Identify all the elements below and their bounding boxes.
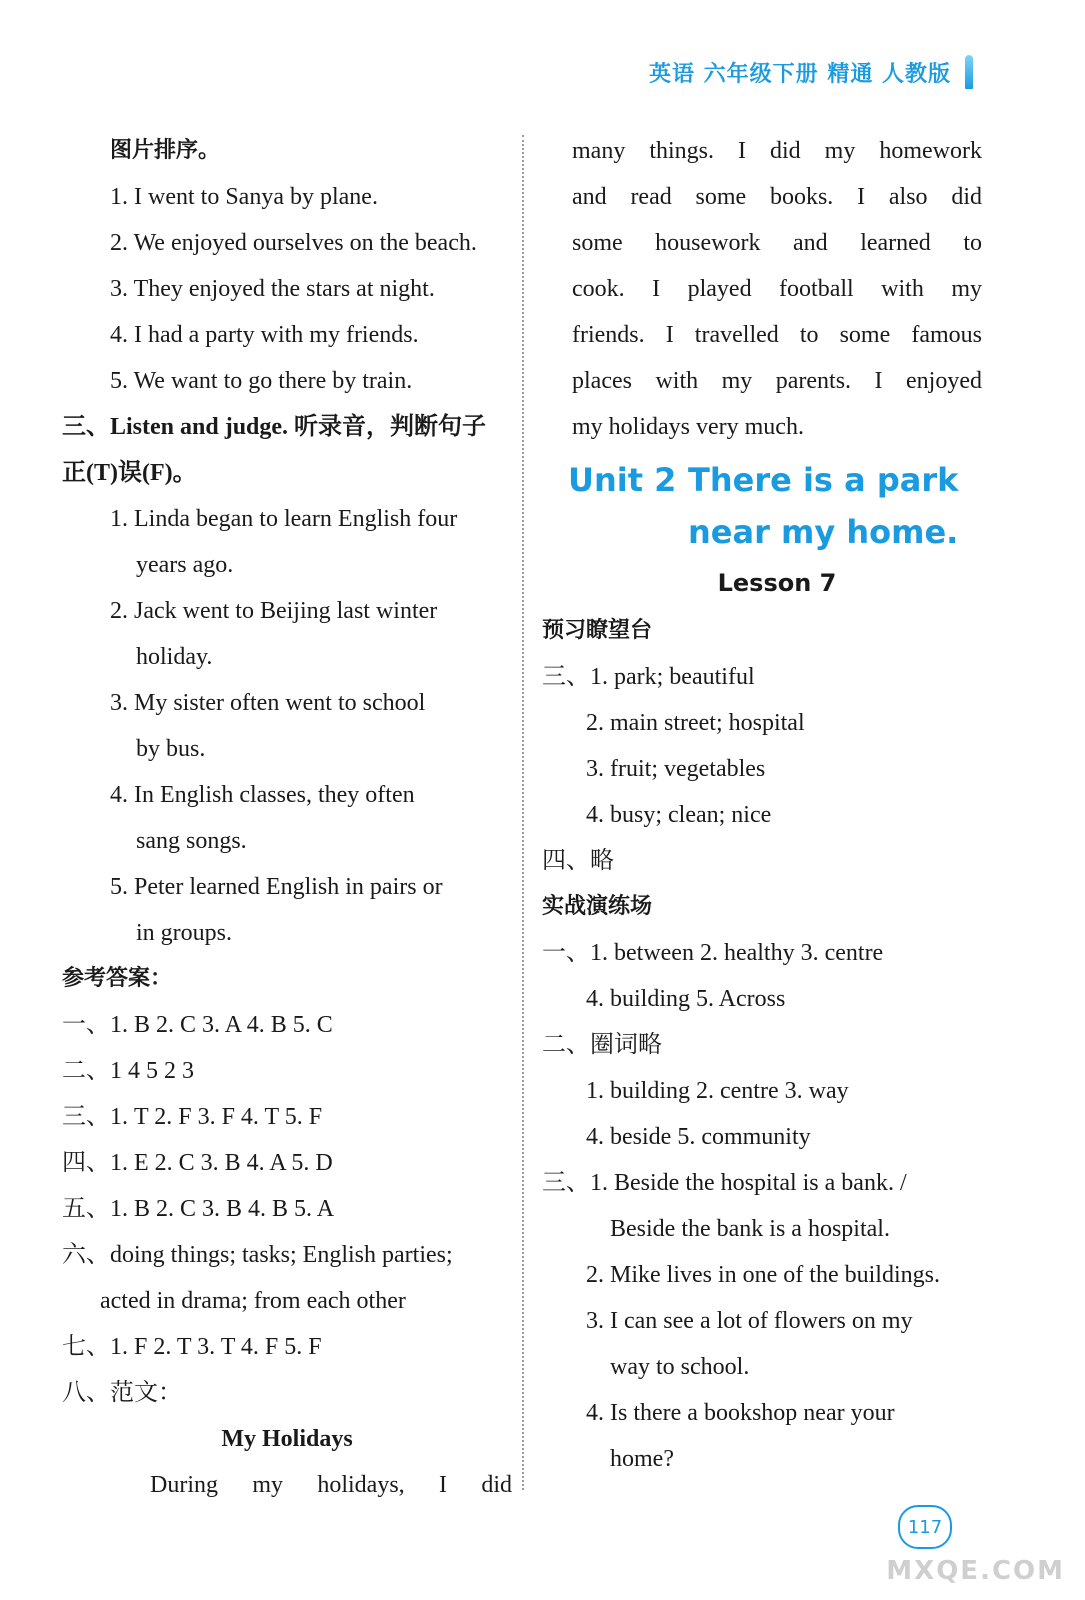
answer-line: 4. busy; clean; nice (586, 802, 772, 828)
answer-line: acted in drama; from each other (100, 1288, 406, 1314)
answer-line: 三、1. Beside the hospital is a bank. / (542, 1170, 907, 1196)
text-line: 2. We enjoyed ourselves on the beach. (110, 230, 477, 256)
section-heading: 正(T)误(F)。 (62, 460, 197, 486)
header-title: 英语 六年级下册 精通 人教版 (649, 61, 951, 87)
answer-line: 八、范文： (62, 1380, 182, 1406)
text-line: 5. Peter learned English in pairs or (110, 874, 443, 900)
text-line: by bus. (136, 736, 206, 762)
text-line: 4. I had a party with my friends. (110, 322, 419, 348)
essay-line: During my holidays, I did (150, 1472, 512, 1498)
essay-line: and read some books. I also did (572, 184, 982, 210)
text-line: sang songs. (136, 828, 247, 854)
unit-heading (542, 454, 982, 558)
answer-line: 3. I can see a lot of flowers on my (586, 1308, 913, 1334)
text-line: in groups. (136, 920, 232, 946)
answer-line: 四、略 (542, 848, 614, 874)
answer-line: way to school. (610, 1354, 750, 1380)
essay-line: some housework and learned to (572, 230, 982, 256)
essay-line: friends. I travelled to some famous (572, 322, 982, 348)
text-line: 5. We want to go there by train. (110, 368, 413, 394)
answer-line: 4. beside 5. community (586, 1124, 811, 1150)
answer-line: 4. building 5. Across (586, 986, 786, 1012)
leaf-icon (965, 55, 973, 89)
right-column (542, 128, 982, 1482)
text-line: 3. My sister often went to school (110, 690, 426, 716)
essay-title: My Holidays (221, 1426, 353, 1452)
answer-line: Beside the bank is a hospital. (610, 1216, 890, 1242)
essay-line: places with my parents. I enjoyed (572, 368, 982, 394)
text-line: 3. They enjoyed the stars at night. (110, 276, 435, 302)
answer-line: 五、1. B 2. C 3. B 4. B 5. A (62, 1196, 335, 1222)
answer-line: 3. fruit; vegetables (586, 756, 766, 782)
answer-line: 七、1. F 2. T 3. T 4. F 5. F (62, 1334, 322, 1360)
answer-line: 一、1. B 2. C 3. A 4. B 5. C (62, 1012, 333, 1038)
page-number: 117 (898, 1505, 952, 1549)
answer-line: 1. building 2. centre 3. way (586, 1078, 849, 1104)
answer-line: 二、1 4 5 2 3 (62, 1058, 194, 1084)
answer-line: 二、圈词略 (542, 1032, 662, 1058)
answer-line: 四、1. E 2. C 3. B 4. A 5. D (62, 1150, 333, 1176)
text-line: holiday. (136, 644, 213, 670)
essay-line: my holidays very much. (572, 414, 804, 440)
answer-line: 4. Is there a bookshop near your (586, 1400, 895, 1426)
text-line: 1. I went to Sanya by plane. (110, 184, 378, 210)
unit-number: Unit 2 (568, 461, 677, 499)
answer-line: 一、1. between 2. healthy 3. centre (542, 940, 884, 966)
answer-line: 六、doing things; tasks; English parties; (62, 1242, 453, 1268)
essay-line: many things. I did my homework (572, 138, 982, 164)
answer-line: 三、1. T 2. F 3. F 4. T 5. F (62, 1104, 323, 1130)
text-line: 4. In English classes, they often (110, 782, 415, 808)
lesson-heading: Lesson 7 (717, 569, 837, 597)
page-header (649, 55, 973, 89)
section-heading: 三、Listen and judge. 听录音，判断句子 (62, 414, 487, 440)
watermark: MXQE.COM (886, 1556, 1065, 1586)
unit-title: There is a park (688, 461, 959, 499)
answer-line: 2. Mike lives in one of the buildings. (586, 1262, 940, 1288)
essay-line: cook. I played football with my (572, 276, 982, 302)
text-line: 2. Jack went to Beijing last winter (110, 598, 438, 624)
left-column (62, 128, 512, 1508)
section-heading: 预习瞭望台 (542, 618, 653, 643)
text-line: years ago. (136, 552, 234, 578)
unit-title: near my home. (688, 513, 959, 551)
answer-line: 三、1. park; beautiful (542, 664, 755, 690)
answer-line: 2. main street; hospital (586, 710, 805, 736)
text-line: 1. Linda began to learn English four (110, 506, 458, 532)
column-divider (522, 135, 524, 1490)
section-heading: 图片排序。 (110, 138, 221, 163)
section-heading: 实战演练场 (542, 894, 653, 919)
answers-heading: 参考答案： (62, 966, 173, 991)
answer-line: home? (610, 1446, 674, 1472)
